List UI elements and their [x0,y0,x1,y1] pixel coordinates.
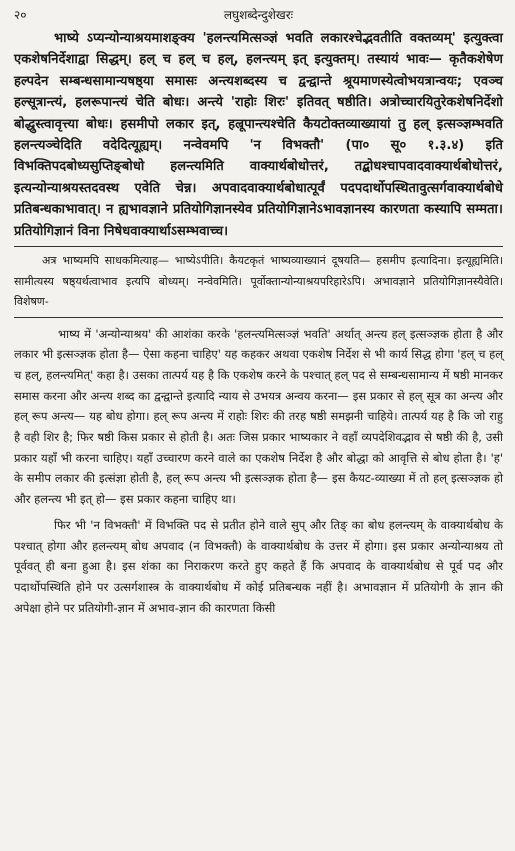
hindi-translation-paragraph-2: फिर भी 'न विभक्तौ' में विभक्ति पद से प्रतीत होने वाले सुप् और तिङ् का बोध हलन्त्यम् के वाक्यार्थबोध के पश्चात् होगा और हलन्त्यम् बोध अपवाद (न विभक्तौ) के वाक्यार्थबोध के उत्तर में होगा। इस प्रकार अन्योन्याश्रय तो पूर्ववत् ही बना हुआ है। इस शंका का निराकरण करते हुए कहते हैं कि अपवाद के वाक्यार्थबोध से पूर्व पद और पदार्थोपस्थिति होने पर उत्सर्गशास्त्र के वाक्यार्थबोध में कोई प्रतिबन्धक नहीं है। अभावज्ञान में प्रतियोगी के ज्ञान की अपेक्षा होने पर प्रतियोगी-ज्ञान में अभाव-ज्ञान की कारणता किसी [14,517,503,615]
section-divider-2 [14,317,503,318]
sanskrit-commentary-paragraph: अत्र भाष्यमपि साधकमित्याह— भाष्येऽपीति। कैयटकृतं भाष्यव्याख्यानं दूषयति— हसमीप इत्यादिना। इत्यूह्यमिति। सामीत्यस्य षष्ठ्यर्थत्वाभाव इत्यपि बोध्यम्। नन्वेवमिति। पूर्वोक्तान्योन्याश्रयपरिहारेऽपि। अभावज्ञाने प्रतियोगिज्ञानस्यैवेति। विशेषण- [14,254,503,309]
hindi-translation-paragraph-1: भाष्य में 'अन्योन्याश्रय' की आशंका करके 'हलन्त्यमित्सञ्ज्ञं भवति' अर्थात् अन्त्य हल् इत्सञ्ज्ञक होता है और लकार भी इत्सञ्ज्ञक होता है— ऐसा कहना चाहिए' यह कहकर अथवा एकशेष निर्देश से भी कार्य सिद्ध होगा 'हल् च हल् च हल्, हलन्त्यमित्' कहा है। उसका तात्पर्य यह है कि एकशेष करने के पश्चात् हल् पद से सम्बन्धसामान्य में षष्ठी मानकर समास करना और अन्त्य शब्द का द्वन्द्वान्ते इत्यादि न्याय से उभयत्र अन्वय करना— इस प्रकार से हल् सूत्र का अन्त्य और हल् रूप अन्त्य— यह बोध होगा। हल् रूप अन्त्य में राहोः शिरः की तरह षष्ठी समझनी चाहिये। तात्पर्य यह है कि जो राहु है वही शिर है; फिर षष्ठी किस प्रकार से होती है। अतः जिस प्रकार भाष्यकार ने वहाँ व्यपदेशिवद्भाव से षष्ठी की है, उसी प्रकार यहाँ भी करना चाहिए। यहाँ उच्चारण करने वाले का एकशेष निर्देश है और बोद्धा को आवृत्ति से बोध होता है। 'ह' के समीप लकार की इत्संज्ञा होती है, हल् रूप अन्त्य भी इत्सञ्ज्ञक होता है— इस कैयट-व्याख्या में तो हल् इत्सञ्ज्ञक हो और हलन्त्य भी इत् हो— इस प्रकार कहना चाहिए था। [14,326,503,507]
page-number: २० [14,8,27,22]
running-title: लघुशब्देन्दुशेखरः [223,8,294,22]
section-divider [14,246,503,247]
root-text-paragraph: भाष्ये ऽप्यन्योन्याश्रयमाशङ्क्य 'हलन्त्यमित्सञ्ज्ञं भवति लकारश्चेद्भवतीति वक्तव्यम्' इत्युक्त्वा एकशेषनिर्देशाद्वा सिद्धम्। हल् च हल् च हल्, हलन्त्यम् इत् इत्युक्तम्। तस्यायं भावः— कृतैकशेषेण हल्पदेन सम्बन्धसामान्यषष्ठ्या समासः अन्त्यशब्दस्य च द्वन्द्वान्ते श्रूयमाणस्येत्वोभयत्रान्वयः; एवञ्च हल्सूत्रान्त्यं, हलरूपान्त्यं चेति बोधः। अन्त्ये 'राहोः शिरः' इतिवत् षष्ठीति। अत्रोच्चारयितुरेकशेषनिर्देशो बोद्धुस्त्वावृत्त्या बोधः। हसमीपो लकार इत्, हल्रूपान्त्यश्चेति कैयटोक्तव्याख्यायां तु हल् इत्सञ्ज्ञम्भवति हलन्त्यञ्चेदिति वदेदित्यूह्यम्। नन्वेवमपि 'न विभक्तौ' (पा० सू० १.३.४) इति विभक्तिपदबोध्यसुप्तिङ्बोधो हलन्त्यमिति वाक्यार्थबोधोत्तरं, तद्बोधश्चापवादवाक्यार्थबोधोत्तरं, इत्यन्योन्याश्रयस्तदवस्थ एवेति चेन्न। अपवादवाक्यार्थबोधात्पूर्वं पदपदार्थोपस्थितावुत्सर्गवाक्यार्थबोधे प्रतिबन्धकाभावात्। न ह्यभावज्ञाने प्रतियोगिज्ञानस्येव प्रतियोगिज्ञानेऽभावज्ञानस्य कारणता कस्यापि सम्मता। प्रतियोगिज्ञानं विना निषेधवाक्यार्थाऽसम्भवाच्च। [14,31,503,239]
page-header [14,4,503,26]
